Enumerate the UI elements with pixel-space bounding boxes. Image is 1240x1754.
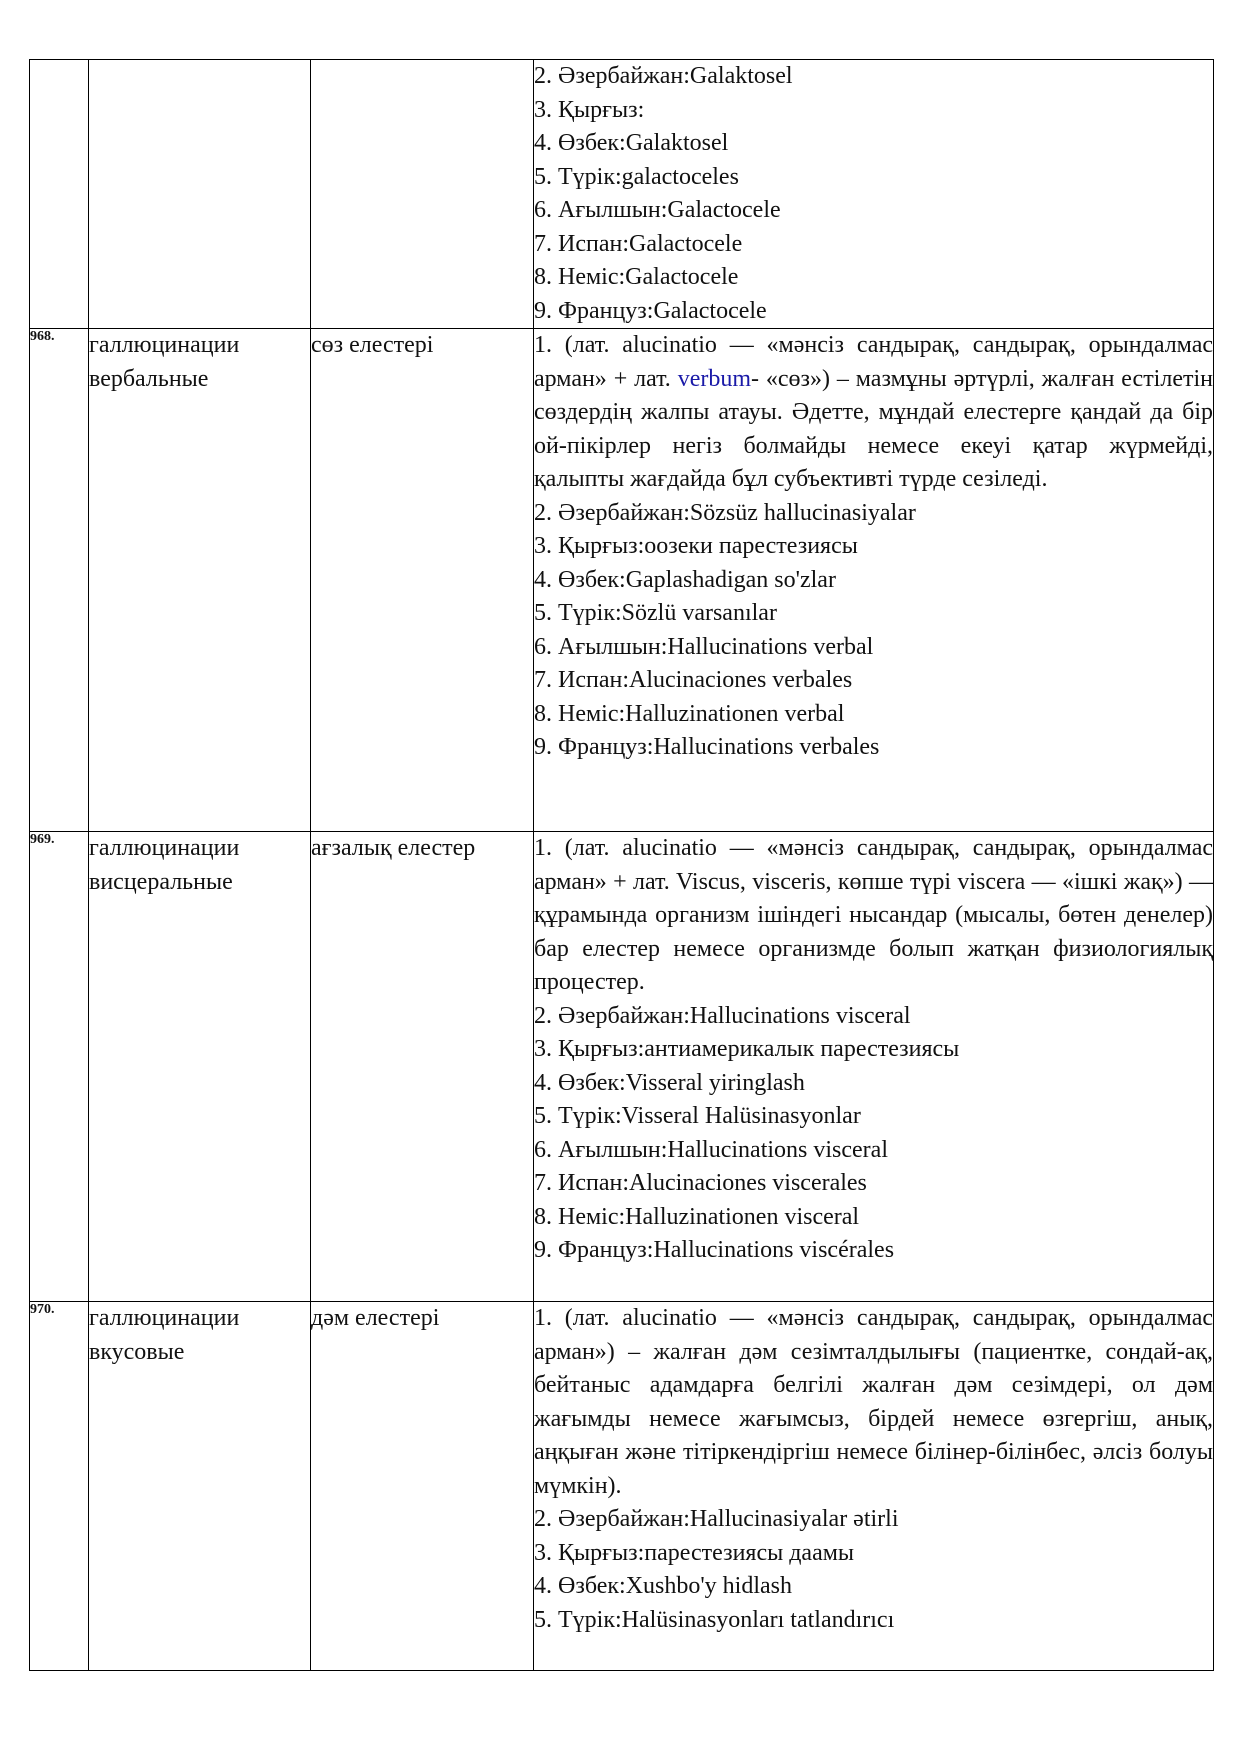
definition-part: - «сөз») – мазмұны әртүрлі, жалған естілетін сөздердің жалпы атауы. Әдетте, мұндай елестерге қандай да бір ой-пікірлер негіз болмайды немесе екеуі қатар жүрмейді, қалыпты жағдайда бұл субъективті түрде сезіледі. (534, 365, 1213, 492)
translation-item: 2. Әзербайжан:Hallucinasiyalar ətirli (534, 1506, 899, 1532)
translation-item: 9. Француз:Galactocele (534, 297, 767, 324)
translation-item: 8. Неміс:Galactocele (534, 264, 739, 290)
translation-item: 6. Ағылшын:Galactocele (534, 197, 781, 223)
translation-item: 2. Әзербайжан:Galaktosel (534, 63, 793, 89)
entry-definition-cell (534, 60, 1214, 329)
term-kazakh: дәм елестері (311, 1302, 534, 1671)
entry-number: 968. (30, 329, 89, 832)
table-row (30, 1302, 1214, 1671)
translation-item: 5. Түрік:Visseral Halüsinasyonlar (534, 1103, 861, 1129)
translation-item: 7. Испан:Alucinaciones viscerales (534, 1170, 867, 1196)
definition-text: 1. (лат. alucinatio — «мәнсіз сандырақ, сандырақ, орындалмас арман» + лат. Viscus, visceris, көпше түрі viscera — «ішкі жақ») — құрамында организм ішіндегі нысандар (мысалы, бөтен денелер) бар елестер немесе организмде болып жатқан физиологиялық процестер. (534, 835, 1213, 995)
translation-item: 8. Неміс:Halluzinationen visceral (534, 1203, 860, 1230)
translation-item: 4. Өзбек:Gaplashadigan so'zlar (534, 566, 836, 593)
entry-number: 969. (30, 832, 89, 1302)
translation-item: 2. Әзербайжан:Sözsüz hallucinasiyalar (534, 499, 916, 526)
definition-part: 1. (лат. alucinatio — «мәнсіз сандырақ, сандырақ, орындалмас арман» + лат. (534, 332, 1213, 392)
translation-item: 3. Қырғыз:антиамерикалык парестезиясы (534, 1036, 960, 1062)
term-russian (89, 60, 311, 329)
table-row (30, 60, 1214, 329)
translation-item: 4. Өзбек:Xushbo'y hidlash (534, 1573, 793, 1599)
translations-list (534, 1000, 1213, 1268)
translations-list (534, 497, 1213, 765)
translation-item: 5. Түрік:Halüsinasyonları tatlandırıcı (534, 1606, 895, 1633)
term-kazakh (311, 60, 534, 329)
translation-item: 2. Әзербайжан:Hallucinations visceral (534, 1002, 911, 1029)
entry-number (30, 60, 89, 329)
translation-item: 9. Француз:Hallucinations viscérales (534, 1237, 895, 1263)
entry-definition-cell (534, 1302, 1214, 1671)
table-row (30, 329, 1214, 832)
entry-number: 970. (30, 1302, 89, 1671)
translation-item: 6. Ағылшын:Hallucinations verbal (534, 633, 874, 660)
translation-item: 3. Қырғыз:оозеки парестезиясы (534, 533, 858, 559)
translation-item: 5. Түрік:galactoceles (534, 163, 739, 190)
term-kazakh: ағзалық елестер (311, 832, 534, 1302)
dictionary-table (29, 59, 1214, 1671)
translation-item: 3. Қырғыз: (534, 96, 645, 123)
translations-list (534, 1503, 1213, 1637)
translation-item: 4. Өзбек:Visseral yiringlash (534, 1069, 805, 1096)
table-row (30, 832, 1214, 1302)
translation-item: 6. Ағылшын:Hallucinations visceral (534, 1136, 888, 1163)
entry-definition-cell (534, 832, 1214, 1302)
term-russian: галлюцинации висцеральные (89, 832, 311, 1302)
translation-item: 7. Испан:Galactocele (534, 230, 743, 257)
translation-item: 8. Неміс:Halluzinationen verbal (534, 700, 845, 727)
translations-list (534, 60, 1213, 328)
term-kazakh: сөз елестері (311, 329, 534, 832)
translation-item: 5. Түрік:Sözlü varsanılar (534, 600, 777, 626)
translation-item: 7. Испан:Alucinaciones verbales (534, 667, 853, 693)
translation-item: 4. Өзбек:Galaktosel (534, 130, 729, 156)
translation-item: 3. Қырғыз:парестезиясы даамы (534, 1539, 855, 1566)
definition-text (534, 329, 1213, 497)
translation-item: 9. Француз:Hallucinations verbales (534, 734, 880, 760)
definition-link: verbum (677, 365, 751, 392)
term-russian: галлюцинации вербальные (89, 329, 311, 832)
entry-definition-cell (534, 329, 1214, 832)
term-russian: галлюцинации вкусовые (89, 1302, 311, 1671)
definition-text: 1. (лат. alucinatio — «мәнсіз сандырақ, сандырақ, орындалмас арман») – жалған дәм сезімталдылығы (пациентке, сондай-ақ, бейтаныс адамдарға белгілі жалған дәм сезімдері, ол дәм жағымды немесе жағымсыз, бірдей немесе өзгергіш, анық, аңқыған және тітіркендіргіш немесе білінер-білінбес, әлсіз болуы мүмкін). (534, 1305, 1213, 1499)
